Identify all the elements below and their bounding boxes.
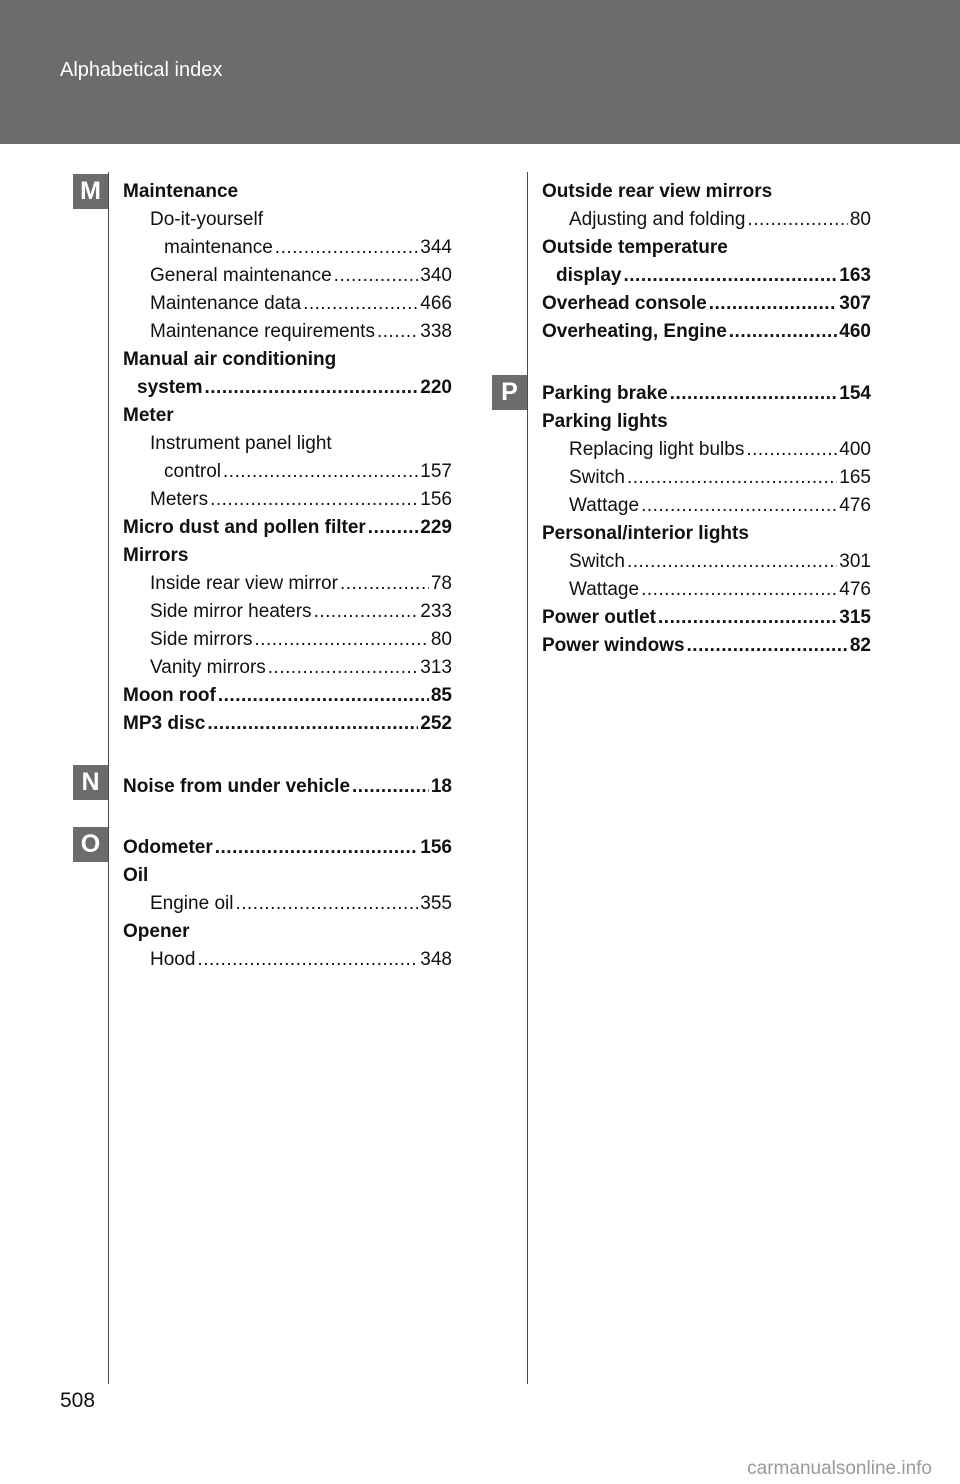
index-entry <box>123 890 452 918</box>
index-entry-page: 252 <box>420 713 452 734</box>
index-entry-page: 400 <box>839 439 871 460</box>
section-tab-o: O <box>73 827 108 862</box>
index-entry <box>123 542 452 570</box>
index-entry-page: 157 <box>420 461 452 482</box>
index-entry <box>542 206 871 234</box>
index-entry <box>123 318 452 346</box>
index-entry <box>123 862 452 890</box>
dot-leader <box>747 206 847 234</box>
index-entry-label: Parking lights <box>542 411 668 432</box>
section-p-entries <box>542 380 871 660</box>
index-entry-label: control <box>164 461 222 482</box>
dot-leader <box>303 290 418 318</box>
dot-leader <box>746 436 837 464</box>
index-entry-label: Mirrors <box>123 545 189 566</box>
index-entry <box>123 773 452 801</box>
index-entry-label: Noise from under vehicle <box>123 776 351 797</box>
index-entry-label: Power windows <box>542 635 685 656</box>
index-entry-label: Side mirrors <box>150 629 253 650</box>
dot-leader <box>377 318 418 346</box>
index-entry-label: Overhead console <box>542 293 707 314</box>
index-entry <box>123 374 452 402</box>
index-entry <box>123 458 452 486</box>
index-entry <box>123 290 452 318</box>
section-n-entries <box>123 773 452 801</box>
index-entry <box>542 520 871 548</box>
index-entry-label: system <box>137 377 203 398</box>
index-entry-label: maintenance <box>164 237 273 258</box>
index-entry <box>123 178 452 206</box>
page-number: 508 <box>60 1389 96 1412</box>
index-entry <box>542 380 871 408</box>
dot-leader <box>641 492 837 520</box>
index-entry-page: 18 <box>430 776 452 797</box>
index-entry <box>542 318 871 346</box>
index-entry <box>542 436 871 464</box>
index-entry <box>123 514 452 542</box>
index-entry-label: Switch <box>569 467 625 488</box>
index-entry-page: 156 <box>420 489 452 510</box>
index-entry-label: Side mirror heaters <box>150 601 312 622</box>
dot-leader <box>223 458 418 486</box>
dot-leader <box>641 576 837 604</box>
index-entry <box>123 626 452 654</box>
index-entry-label: Maintenance data <box>150 293 302 314</box>
index-entry-page: 163 <box>839 265 871 286</box>
index-entry-page: 233 <box>420 601 452 622</box>
index-entry <box>123 654 452 682</box>
index-entry-page: 80 <box>849 209 871 230</box>
index-entry-label: Outside rear view mirrors <box>542 181 773 202</box>
index-entry-label: Meter <box>123 405 174 426</box>
section-gap <box>123 738 452 773</box>
index-entry <box>123 710 452 738</box>
dot-leader <box>340 570 429 598</box>
index-entry-page: 78 <box>430 573 452 594</box>
index-entry-label: Vanity mirrors <box>150 657 266 678</box>
index-entry <box>542 408 871 436</box>
dot-leader <box>268 654 419 682</box>
index-entry-page: 156 <box>420 837 452 858</box>
index-entry-label: Personal/interior lights <box>542 523 749 544</box>
index-entry-page: 340 <box>420 265 452 286</box>
index-entry <box>123 598 452 626</box>
watermark: carmanualsonline.info <box>747 1458 932 1479</box>
header-title: Alphabetical index <box>60 59 223 81</box>
index-entry-page: 82 <box>849 635 871 656</box>
index-entry-label: Switch <box>569 551 625 572</box>
dot-leader <box>627 464 837 492</box>
index-entry <box>542 262 871 290</box>
index-entry-label: Manual air conditioning <box>123 349 337 370</box>
index-entry-page: 307 <box>839 293 871 314</box>
dot-leader <box>658 604 837 632</box>
index-entry-page: 85 <box>430 685 452 706</box>
index-entry-label: Odometer <box>123 837 213 858</box>
dot-leader <box>218 682 429 710</box>
dot-leader <box>687 632 848 660</box>
index-entry <box>542 290 871 318</box>
section-o-entries-continued <box>542 178 871 346</box>
dot-leader <box>627 548 837 576</box>
index-entry <box>123 570 452 598</box>
index-entry <box>123 262 452 290</box>
index-entry <box>123 946 452 974</box>
section-gap <box>123 801 452 834</box>
index-entry-page: 460 <box>839 321 871 342</box>
index-entry-label: Maintenance <box>123 181 239 202</box>
index-entry-page: 355 <box>420 893 452 914</box>
index-entry-label: MP3 disc <box>123 713 206 734</box>
dot-leader <box>275 234 419 262</box>
dot-leader <box>205 374 419 402</box>
dot-leader <box>254 626 428 654</box>
index-entry <box>123 402 452 430</box>
index-entry-label: Maintenance requirements <box>150 321 375 342</box>
index-entry <box>542 464 871 492</box>
section-o-entries <box>123 834 452 974</box>
index-entry-label: General maintenance <box>150 265 332 286</box>
index-entry <box>542 234 871 262</box>
index-entry-label: Parking brake <box>542 383 668 404</box>
column-divider-left <box>108 172 109 1384</box>
index-entry-label: Adjusting and folding <box>569 209 746 230</box>
index-entry <box>123 430 452 458</box>
dot-leader <box>314 598 419 626</box>
dot-leader <box>210 486 418 514</box>
index-entry-page: 313 <box>420 657 452 678</box>
index-entry <box>123 834 452 862</box>
dot-leader <box>215 834 419 862</box>
index-entry-page: 301 <box>839 551 871 572</box>
index-entry-page: 229 <box>420 517 452 538</box>
index-entry <box>542 178 871 206</box>
index-entry <box>123 918 452 946</box>
index-entry-label: Overheating, Engine <box>542 321 727 342</box>
section-gap <box>542 346 871 380</box>
dot-leader <box>207 710 418 738</box>
dot-leader <box>334 262 419 290</box>
index-entry-label: Power outlet <box>542 607 657 628</box>
index-entry-page: 338 <box>420 321 452 342</box>
dot-leader <box>197 946 418 974</box>
dot-leader <box>352 773 429 801</box>
index-entry-label: Outside temperature <box>542 237 728 258</box>
index-entry-page: 154 <box>839 383 871 404</box>
index-entry-label: Engine oil <box>150 893 234 914</box>
index-entry-label: Moon roof <box>123 685 216 706</box>
index-entry <box>542 576 871 604</box>
index-entry <box>542 632 871 660</box>
index-entry <box>123 206 452 234</box>
index-entry <box>123 682 452 710</box>
index-entry-page: 466 <box>420 293 452 314</box>
index-entry-label: Micro dust and pollen filter <box>123 517 366 538</box>
dot-leader <box>235 890 418 918</box>
dot-leader <box>729 318 838 346</box>
dot-leader <box>623 262 837 290</box>
dot-leader <box>709 290 838 318</box>
index-entry-page: 220 <box>420 377 452 398</box>
index-entry-label: Do-it-yourself <box>150 209 263 230</box>
section-tab-p: P <box>492 375 527 410</box>
index-entry <box>123 486 452 514</box>
index-entry <box>123 234 452 262</box>
index-entry-page: 315 <box>839 607 871 628</box>
index-entry-label: Opener <box>123 921 190 942</box>
index-entry-label: Wattage <box>569 579 640 600</box>
index-entry-page: 165 <box>839 467 871 488</box>
index-entry-label: display <box>556 265 622 286</box>
index-entry <box>542 604 871 632</box>
section-m-entries <box>123 178 452 738</box>
index-entry-label: Wattage <box>569 495 640 516</box>
section-tab-m: M <box>73 174 108 209</box>
index-entry-label: Instrument panel light <box>150 433 332 454</box>
index-entry <box>123 346 452 374</box>
column-divider-right <box>527 172 528 1384</box>
section-tab-n: N <box>73 765 108 800</box>
index-entry-page: 476 <box>839 495 871 516</box>
index-entry-label: Hood <box>150 949 196 970</box>
index-entry-page: 344 <box>420 237 452 258</box>
index-entry-page: 348 <box>420 949 452 970</box>
index-entry-label: Oil <box>123 865 149 886</box>
dot-leader <box>368 514 419 542</box>
index-column-left <box>123 178 452 974</box>
index-entry <box>542 492 871 520</box>
header-bar <box>0 0 960 144</box>
index-column-right <box>542 178 871 660</box>
dot-leader <box>670 380 838 408</box>
index-entry-label: Replacing light bulbs <box>569 439 745 460</box>
index-entry-label: Inside rear view mirror <box>150 573 338 594</box>
index-entry <box>542 548 871 576</box>
index-entry-page: 476 <box>839 579 871 600</box>
index-entry-label: Meters <box>150 489 209 510</box>
index-entry-page: 80 <box>430 629 452 650</box>
